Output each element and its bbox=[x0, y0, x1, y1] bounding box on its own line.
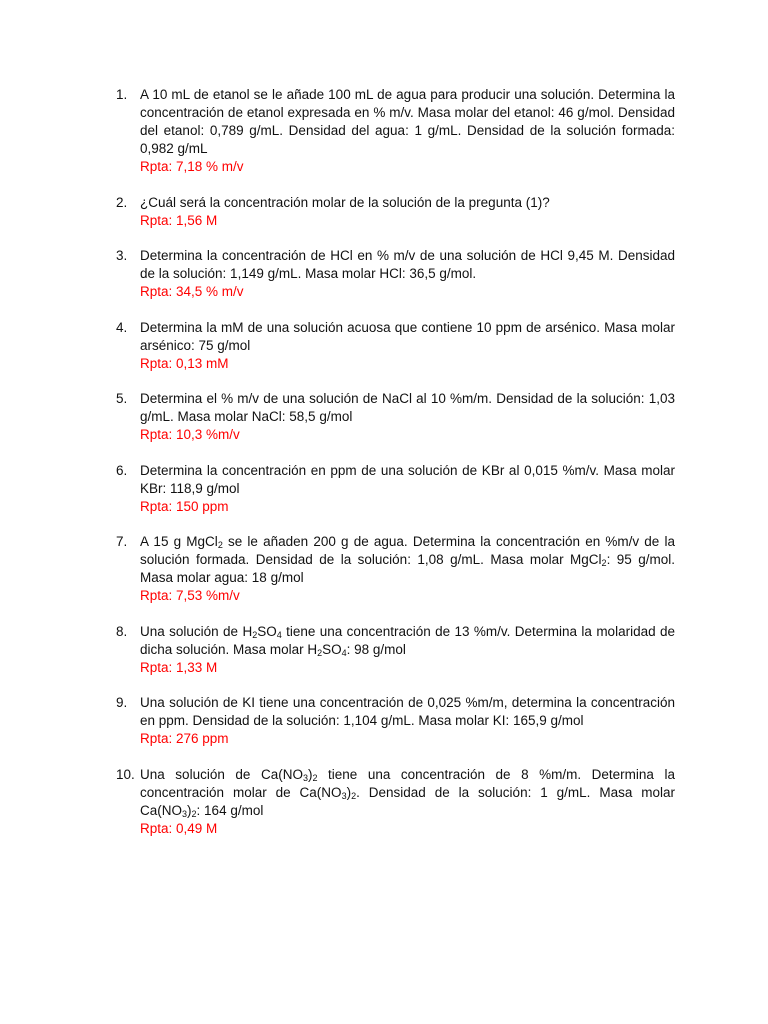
question-text bbox=[140, 766, 675, 820]
answer-text: Rpta: 7,18 % m/v bbox=[140, 159, 244, 174]
subscript: 2 bbox=[601, 558, 607, 568]
subscript: 2 bbox=[252, 629, 258, 640]
answer-text: Rpta: 276 ppm bbox=[140, 731, 229, 746]
answer-text: Rpta: 34,5 % m/v bbox=[140, 284, 244, 299]
question-number: 7. bbox=[116, 534, 128, 549]
question-text bbox=[140, 194, 675, 212]
answer-text: Rpta: 0,49 M bbox=[140, 820, 218, 836]
question-item bbox=[0, 623, 675, 677]
question-item bbox=[0, 86, 675, 176]
question-number: 1. bbox=[116, 87, 128, 102]
answer-text: Rpta: 0,13 mM bbox=[140, 355, 229, 371]
question-number: 5. bbox=[116, 391, 128, 406]
subscript: 2 bbox=[312, 772, 318, 783]
question-text-segment: Una solución de Ca(NO bbox=[140, 766, 303, 782]
question-text bbox=[140, 694, 675, 730]
question-text-segment: tiene una concentración de 13 %m/v. Determina la molaridad de dicha solución. Masa molar H bbox=[140, 623, 675, 657]
subscript: 4 bbox=[341, 647, 347, 658]
question-text bbox=[140, 390, 675, 426]
question-item bbox=[0, 462, 675, 516]
subscript: 2 bbox=[191, 808, 197, 819]
question-text-segment: Determina la concentración en ppm de una solución de KBr al 0,015 %m/v. Masa molar KBr: 118,9 g/mol bbox=[140, 462, 675, 496]
question-text-segment: : 164 g/mol bbox=[196, 802, 264, 818]
question-number: 10. bbox=[116, 766, 135, 782]
question-number: 4. bbox=[116, 319, 128, 335]
question-item bbox=[0, 390, 675, 444]
answer-text: Rpta: 150 ppm bbox=[140, 498, 229, 514]
question-number: 6. bbox=[116, 462, 128, 478]
question-item bbox=[0, 194, 675, 230]
question-item bbox=[0, 766, 675, 838]
question-text-segment: SO bbox=[257, 623, 277, 639]
question-text-segment: ) bbox=[187, 802, 192, 818]
subscript: 3 bbox=[341, 790, 347, 801]
subscript: 2 bbox=[351, 790, 357, 801]
question-number: 3. bbox=[116, 248, 128, 263]
answer-text: Rpta: 1,33 M bbox=[140, 659, 218, 675]
question-text-segment: : 95 g/mol. Masa molar agua: 18 g/mol bbox=[140, 552, 676, 585]
question-number: 8. bbox=[116, 623, 128, 639]
question-list bbox=[0, 86, 768, 838]
question-text bbox=[140, 247, 675, 283]
question-item bbox=[0, 319, 675, 373]
question-item bbox=[0, 247, 675, 301]
question-text bbox=[140, 86, 675, 158]
question-text bbox=[140, 533, 675, 587]
question-text-segment: : 98 g/mol bbox=[346, 641, 406, 657]
question-item bbox=[0, 533, 675, 605]
question-text-segment: A 10 mL de etanol se le añade 100 mL de agua para producir una solución. Determina la concentración de etanol expresada en % m/v. Masa molar del etanol: 46 g/mol. Densidad del etanol: 0,789 g/mL. Densidad del agua: 1 g/mL. Densidad de la solución formada: 0,982 g/mL bbox=[140, 87, 675, 156]
question-text-segment: Determina el % m/v de una solución de NaCl al 10 %m/m. Densidad de la solución: 1,03 g/mL. Masa molar NaCl: 58,5 g/mol bbox=[140, 391, 675, 424]
question-text bbox=[140, 462, 675, 498]
question-text bbox=[140, 319, 675, 355]
question-text bbox=[140, 623, 675, 659]
question-text-segment: A 15 g MgCl bbox=[140, 534, 218, 549]
question-text-segment: Una solución de KI tiene una concentración de 0,025 %m/m, determina la concentración en ppm. Densidad de la solución: 1,104 g/mL. Masa molar KI: 165,9 g/mol bbox=[140, 695, 675, 728]
question-text-segment: Determina la mM de una solución acuosa que contiene 10 ppm de arsénico. Masa molar arsénico: 75 g/mol bbox=[140, 319, 675, 353]
question-number: 9. bbox=[116, 695, 128, 710]
question-text-segment: Una solución de H bbox=[140, 623, 253, 639]
question-text-segment: se le añaden 200 g de agua. Determina la concentración en %m/v de la solución formada. Densidad de la solución: 1,08 g/mL. Masa molar MgCl bbox=[140, 534, 675, 567]
subscript: 2 bbox=[317, 647, 323, 658]
answer-text: Rpta: 1,56 M bbox=[140, 212, 218, 228]
answer-text: Rpta: 7,53 %m/v bbox=[140, 588, 240, 603]
question-text-segment: ) bbox=[346, 784, 352, 800]
question-number: 2. bbox=[116, 194, 128, 210]
question-text-segment: ¿Cuál será la concentración molar de la solución de la pregunta (1)? bbox=[140, 194, 550, 210]
question-text-segment: SO bbox=[322, 641, 342, 657]
answer-text: Rpta: 10,3 %m/v bbox=[140, 427, 240, 442]
question-text-segment: ) bbox=[307, 766, 313, 782]
subscript: 3 bbox=[182, 808, 188, 819]
subscript: 4 bbox=[276, 629, 282, 640]
question-item bbox=[0, 694, 675, 748]
question-text-segment: . Densidad de la solución: 1 g/mL. Masa molar Ca(NO bbox=[140, 784, 675, 818]
question-text-segment: Determina la concentración de HCl en % m/v de una solución de HCl 9,45 M. Densidad de la solución: 1,149 g/mL. Masa molar HCl: 36,5 g/mol. bbox=[140, 248, 675, 281]
subscript: 3 bbox=[302, 772, 308, 783]
question-text-segment: tiene una concentración de 8 %m/m. Determina la concentración molar de Ca(NO bbox=[140, 766, 675, 800]
subscript: 2 bbox=[217, 540, 223, 550]
